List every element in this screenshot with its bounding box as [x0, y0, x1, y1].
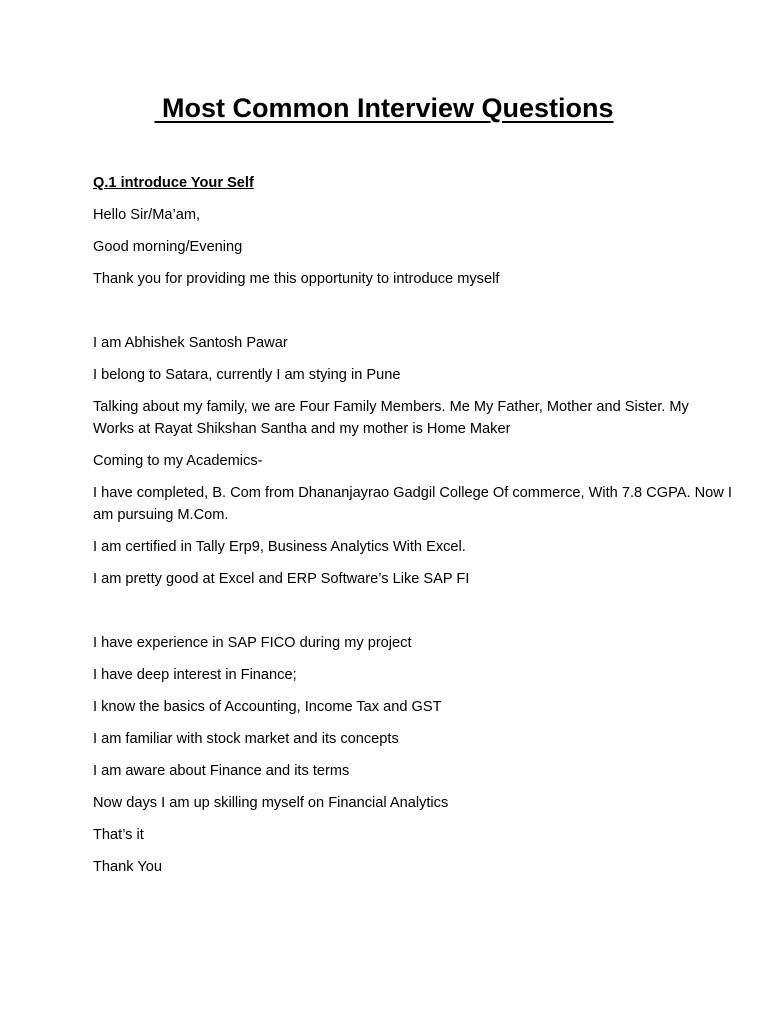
thanks-line: Thank you for providing me this opportunity to introduce myself	[93, 271, 500, 287]
location-line: I belong to Satara, currently I am stying in Pune	[93, 367, 401, 383]
finance-terms-line: I am aware about Finance and its terms	[93, 763, 350, 779]
page-title: Most Common Interview Questions	[154, 93, 614, 123]
skills-line: I am pretty good at Excel and ERP Software’s Like SAP FI	[93, 571, 470, 587]
time-greeting-line: Good morning/Evening	[93, 239, 243, 255]
closing-line: That’s it	[93, 827, 144, 843]
education-paragraph: I have completed, B. Com from Dhananjayrao Gadgil College Of commerce, With 7.8 CGPA. Now I am pursuing M.Com.	[93, 485, 732, 523]
greeting-line: Hello Sir/Ma’am,	[93, 207, 201, 223]
question-heading: Q.1 introduce Your Self	[93, 175, 254, 191]
document-body	[93, 172, 733, 888]
academics-heading-line: Coming to my Academics-	[93, 453, 263, 469]
thank-you-line: Thank You	[93, 859, 162, 875]
certification-line: I am certified in Tally Erp9, Business Analytics With Excel.	[93, 539, 466, 555]
upskilling-line: Now days I am up skilling myself on Financial Analytics	[93, 795, 449, 811]
family-paragraph: Talking about my family, we are Four Family Members. Me My Father, Mother and Sister. My Works at Rayat Shikshan Santha and my mother is Home Maker	[93, 399, 689, 437]
paragraph-gap	[93, 300, 733, 332]
name-line: I am Abhishek Santosh Pawar	[93, 335, 288, 351]
interest-line: I have deep interest in Finance;	[93, 667, 297, 683]
experience-line: I have experience in SAP FICO during my project	[93, 635, 412, 651]
basics-line: I know the basics of Accounting, Income Tax and GST	[93, 699, 442, 715]
stock-market-line: I am familiar with stock market and its concepts	[93, 731, 399, 747]
paragraph-gap	[93, 600, 733, 632]
